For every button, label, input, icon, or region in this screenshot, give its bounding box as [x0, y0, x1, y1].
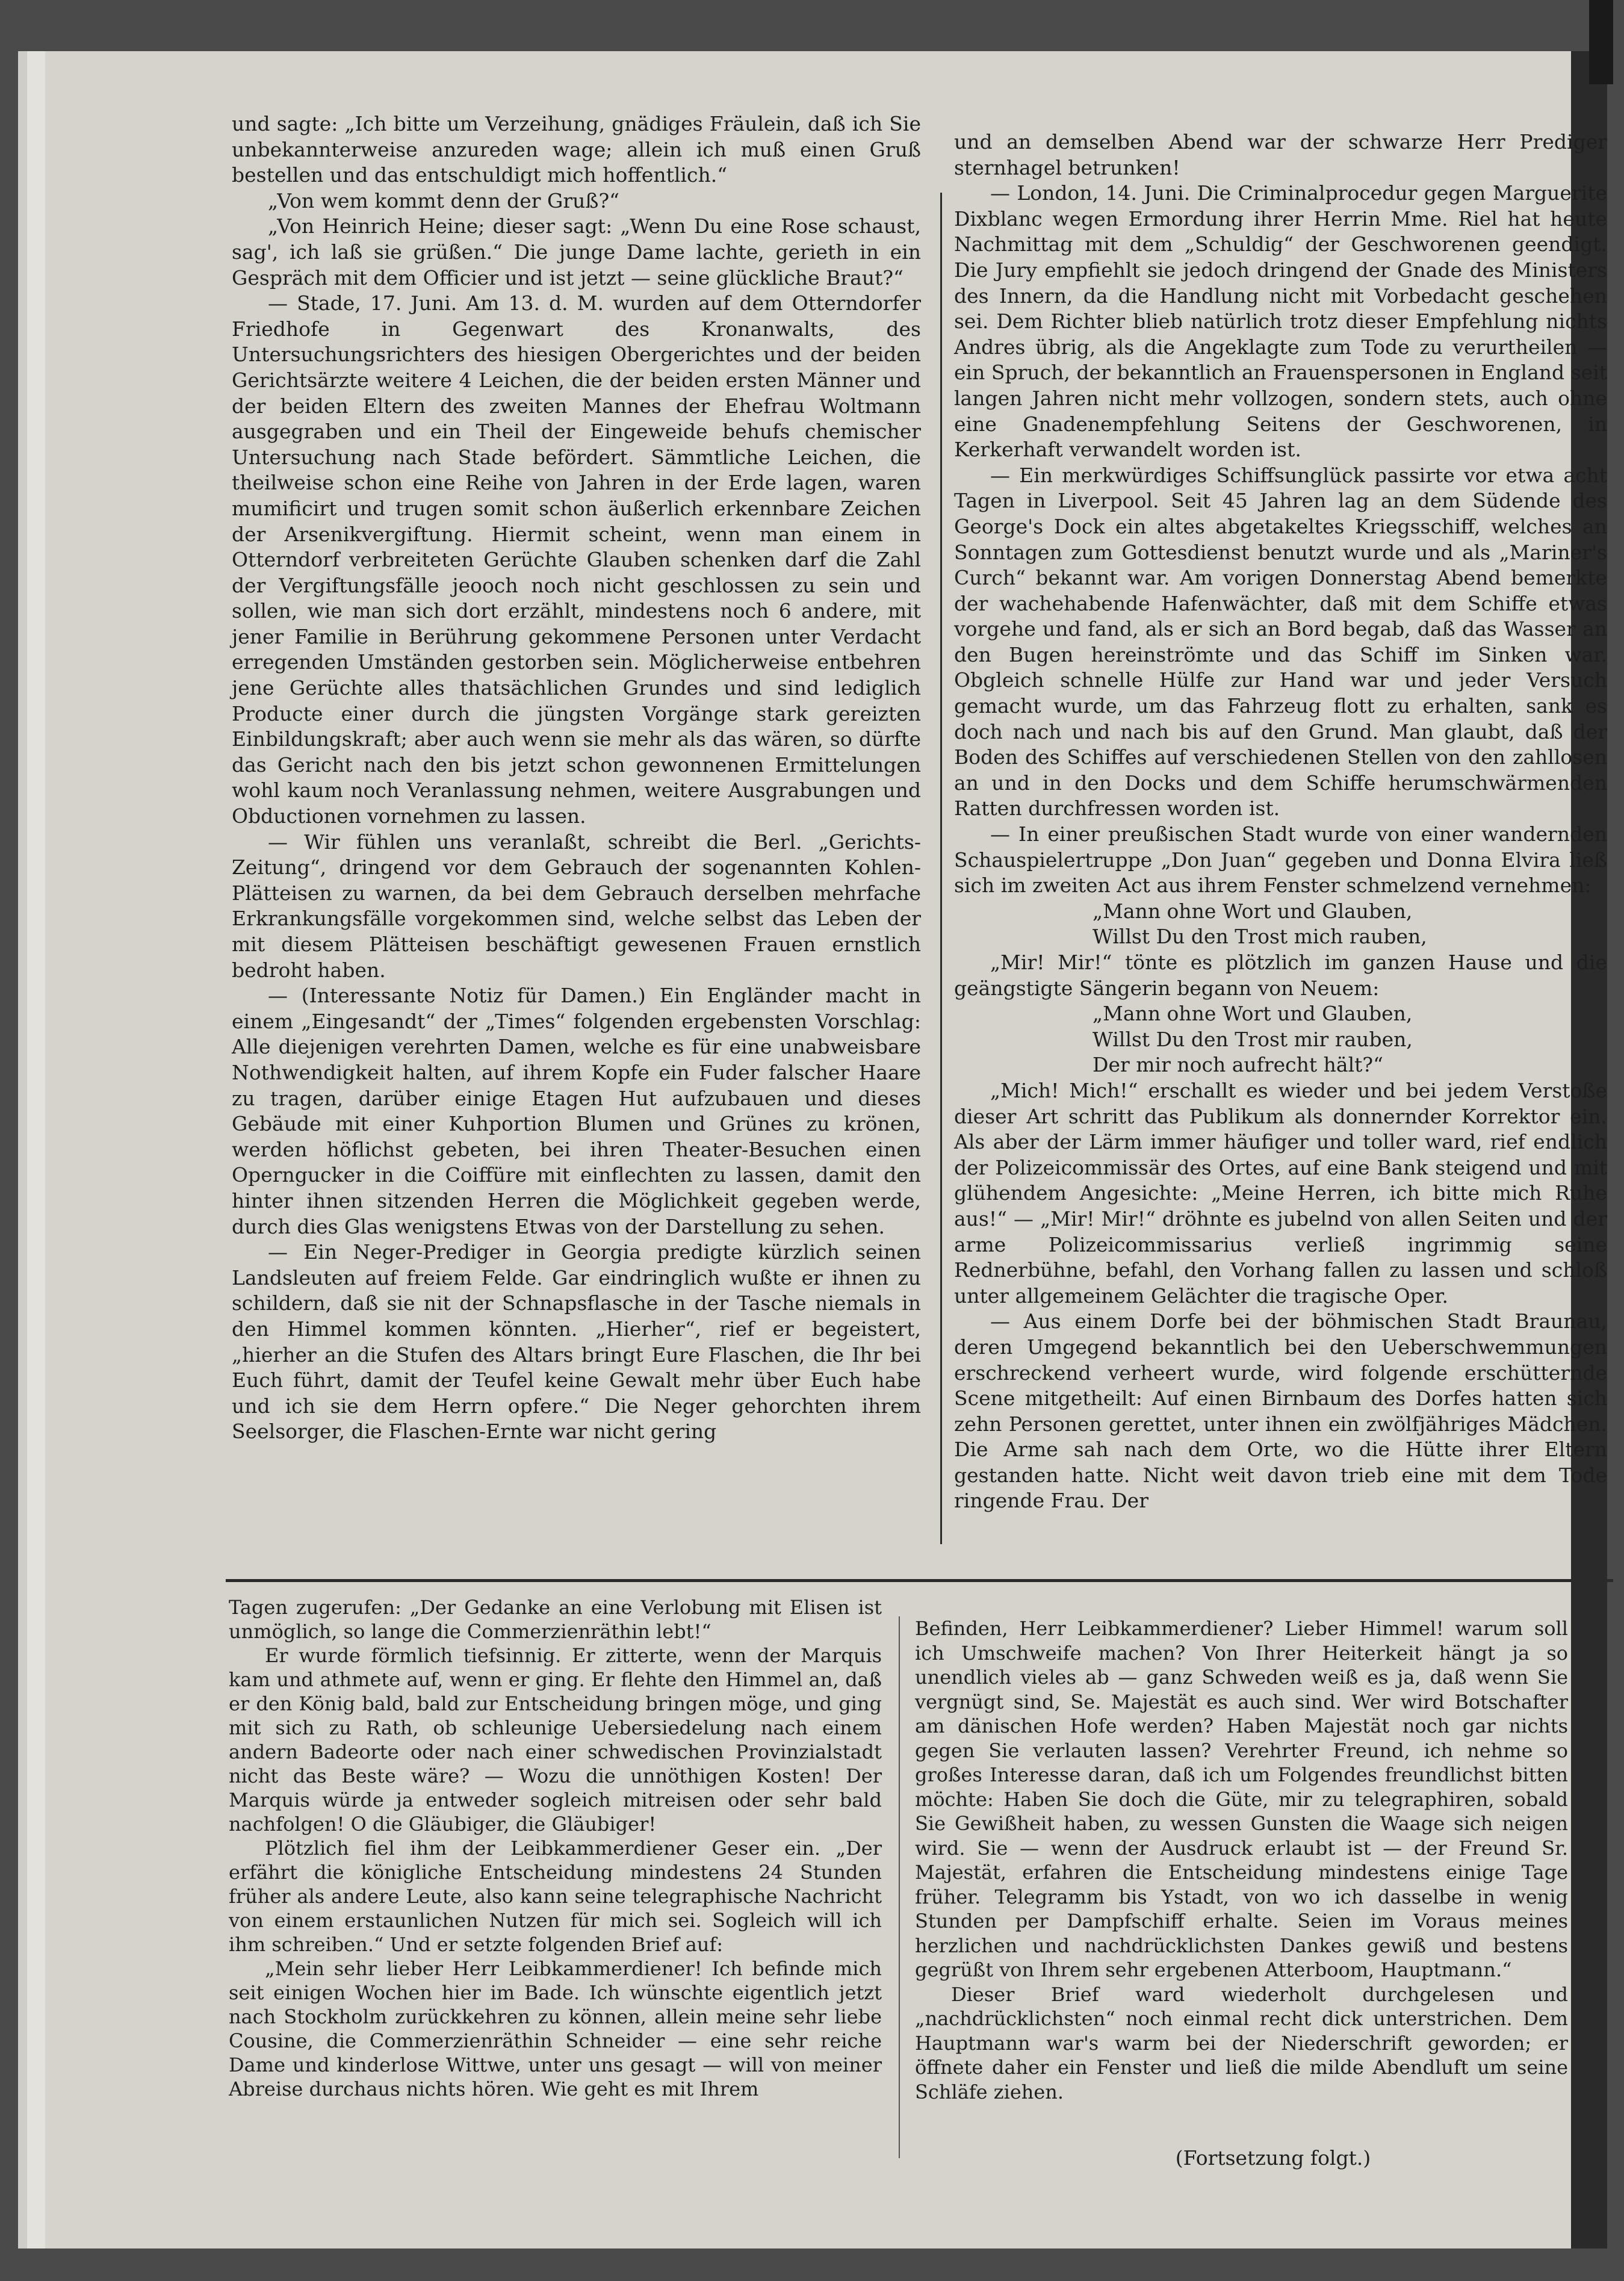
newspaper-page [45, 51, 1607, 2248]
article-paragraph: „Mich! Mich!“ erschallt es wieder und bei jedem Verstoße dieser Art schritt das Publikum als donnernder Korrektor ein. Als aber der Lärm immer häufiger und toller ward, rief endlich der Polizeicommissär des Ortes, auf eine Bank steigend und mit glühendem Angesichte: „Meine Herren, ich bitte mich Ruhe aus!“ — „Mir! Mir!“ dröhnte es jubelnd von allen Seiten und der arme Polizeicommissarius verließ ingrimmig seine Rednerbühne, befahl, den Vorhang fallen zu lassen und schloß unter allgemeinem Gelächter die tragische Oper. [954, 1078, 1607, 1308]
bottom-right-column [915, 1616, 1568, 2104]
article-paragraph: „Mein sehr lieber Herr Leibkammerdiener! Ich befinde mich seit einigen Wochen hier im Bade. Ich wünschte eigentlich jetzt nach Stockholm zurückkehren zu können, allein meine sehr liebe Cousine, die Commerzienräthin Schneider — eine sehr reiche Dame und kinderlose Wittwe, unter uns gesagt — will von meiner Abreise durchaus nichts hören. Wie geht es mit Ihrem [229, 1957, 882, 2100]
article-paragraph: — Aus einem Dorfe bei der böhmischen Stadt Braunau, deren Umgegend bekanntlich bei den Ueberschwemmungen erschreckend verheert wurde, wird folgende erschütternde Scene mitgetheilt: Auf einen Birnbaum des Dorfes hatten sich zehn Personen gerettet, unter ihnen ein zwölfjähriges Mädchen. Die Arme sah nach dem Orte, wo die Hütte ihrer Eltern gestanden hatte. Nicht weit davon trieb eine mit dem Tode ringende Frau. Der [954, 1309, 1607, 1513]
article-paragraph: und an demselben Abend war der schwarze Herr Prediger sternhagel betrunken! [954, 130, 1607, 179]
bottom-left-column [229, 1595, 882, 2101]
page-stack-edge [24, 51, 45, 2248]
article-paragraph: „Von Heinrich Heine; dieser sagt: „Wenn Du eine Rose schaust, sag', ich laß sie grüßen.“ Die junge Dame lachte, gerieth in ein Gespräch mit dem Officier und ist jetzt — seine glückliche Braut?“ [232, 214, 921, 290]
bookmark-ribbon [1589, 0, 1613, 84]
article-paragraph: Er wurde förmlich tiefsinnig. Er zitterte, wenn der Marquis kam und athmete auf, wenn er ging. Er flehte den Himmel an, daß er den König bald, bald zur Entscheidung bringen möge, und ging mit sich zu Rath, ob schleunige Uebersiedelung nach einem andern Badeorte oder nach einer schwedischen Provinzialstadt nicht das Beste wäre? — Wozu die unnöthigen Kosten! Der Marquis würde ja entweder sogleich mitreisen oder sehr bald nachfolgen! O die Gläubiger, die Gläubiger! [229, 1644, 882, 1836]
column-divider-bottom [899, 1616, 900, 2158]
feuilleton-divider [226, 1579, 1613, 1582]
article-paragraph: — Ein Neger-Prediger in Georgia predigte kürzlich seinen Landsleuten auf freiem Felde. Gar eindringlich wußte er ihnen zu schildern, daß sie nit der Schnapsflasche in der Tasche niemals in den Himmel kommen könnten. „Hierher“, rief er begeistert, „hierher an die Stufen des Altars bringt Eure Flaschen, die Ihr bei Euch führt, damit der Teufel keine Gewalt mehr über Euch habe und ich sie dem Herrn opfere.“ Die Neger gehorchten ihrem Seelsorger, die Flaschen-Ernte war nicht gering [232, 1240, 921, 1444]
article-paragraph: Plötzlich fiel ihm der Leibkammerdiener Geser ein. „Der erfährt die königliche Entscheidung mindestens 24 Stunden früher als andere Leute, also kann seine telegraphische Nachricht von einem erstaunlichen Nutzen für mich sei. Sogleich will ich ihm schreiben.“ Und er setzte folgenden Brief auf: [229, 1837, 882, 1956]
article-paragraph: „Von wem kommt denn der Gruß?“ [268, 188, 620, 213]
verse-line: Willst Du den Trost mich rauben, [1092, 925, 1427, 949]
article-paragraph: „Mir! Mir!“ tönte es plötzlich im ganzen Hause und die geängstigte Sängerin begann von Neuem: [954, 951, 1607, 1000]
article-paragraph: Dieser Brief ward wiederholt durchgelesen und „nachdrücklichsten“ noch einmal recht dick unterstrichen. Dem Hauptmann war's warm bei der Niederschrift geworden; er öffnete daher ein Fenster und ließ die milde Abendluft um seine Schläfe ziehen. [915, 1982, 1568, 2103]
continued-note: (Fortsetzung folgt.) [1175, 2146, 1371, 2170]
column-divider [940, 193, 942, 1544]
top-right-column [954, 129, 1607, 1514]
article-paragraph: Tagen zugerufen: „Der Gedanke an eine Verlobung mit Elisen ist unmöglich, so lange die Commerzienräthin lebt!“ [229, 1596, 882, 1643]
article-paragraph: — In einer preußischen Stadt wurde von einer wandernden Schauspielertruppe „Don Juan“ gegeben und Donna Elvira ließ sich im zweiten Act aus ihrem Fenster schmelzend vernehmen: [954, 822, 1607, 898]
article-paragraph: und sagte: „Ich bitte um Verzeihung, gnädiges Fräulein, daß ich Sie unbekannterweise anzureden wage; allein ich muß einen Gruß bestellen und das entschuldigt mich hoffentlich.“ [232, 112, 921, 187]
verse-line: „Mann ohne Wort und Glauben, [1092, 899, 1413, 923]
article-paragraph: — London, 14. Juni. Die Criminalprocedur gegen Marguerite Dixblanc wegen Ermordung ihrer Herrin Mme. Riel hat heute Nachmittag mit dem „Schuldig“ der Geschworenen geendigt. Die Jury empfiehlt sie jedoch dringend der Gnade des Ministers des Innern, da die Handlung nicht mit Vorbedacht geschehen sei. Dem Richter blieb natürlich trotz dieser Empfehlung nichts Andres übrig, als die Angeklagte zum Tode zu verurtheilen — ein Spruch, der bekanntlich an Frauenspersonen in England seit langen Jahren nicht mehr vollzogen, sondern stets, auch ohne eine Gnadenempfehlung Seitens der Geschworenen, in Kerkerhaft verwandelt worden ist. [954, 181, 1607, 462]
article-paragraph: — (Interessante Notiz für Damen.) Ein Engländer macht in einem „Eingesandt“ der „Times“ folgenden ergebensten Vorschlag: Alle diejenigen verehrten Damen, welche es für eine unabweisbare Nothwendigkeit halten, auf ihrem Kopfe ein Fuder falscher Haare zu tragen, darüber einige Etagen Hut aufzubauen und dieses Gebäude mit einer Kuhportion Blumen und Grünes zu krönen, werden höflichst gebeten, bei ihren Theater-Besuchen einen Operngucker in die Coiffüre mit einflechten zu lassen, damit den hinter ihnen sitzenden Herren die Möglichkeit gegeben werde, durch dies Glas wenigstens Etwas von der Darstellung zu sehen. [232, 984, 921, 1238]
verse-line: „Mann ohne Wort und Glauben, [1092, 1002, 1413, 1026]
article-paragraph: — Wir fühlen uns veranlaßt, schreibt die Berl. „Gerichts-Zeitung“, dringend vor dem Gebrauch der sogenannten Kohlen-Plätteisen zu warnen, da bei dem Gebrauch derselben mehrfache Erkrankungsfälle vorgekommen sind, welche selbst das Leben der mit diesem Plätteisen beschäftigt gewesenen Frauen ernstlich bedroht haben. [232, 830, 921, 982]
article-paragraph: — Stade, 17. Juni. Am 13. d. M. wurden auf dem Otterndorfer Friedhofe in Gegenwart des Kronanwalts, des Untersuchungsrichters des hiesigen Obergerichtes und der beiden Gerichtsärzte weitere 4 Leichen, die der beiden ersten Männer und der beiden Eltern des zweiten Mannes der Ehefrau Woltmann ausgegraben und ein Theil der Eingeweide behufs chemischer Untersuchung nach Stade befördert. Sämmtliche Leichen, die theilweise schon eine Reihe von Jahren in der Erde lagen, waren mumificirt und trugen somit schon äußerlich erkennbare Zeichen der Arsenikvergiftung. Hiermit scheint, wenn man einem in Otterndorf verbreiteten Gerüchte Glauben schenken darf die Zahl der Vergiftungsfälle jeooch noch nicht geschlossen zu sein und sollen, wie man sich dort erzählt, mindestens noch 6 andere, mit jener Familie in Berührung gekommene Personen unter Verdacht erregenden Umständen gestorben sein. Möglicherweise entbehren jene Gerüchte alles thatsächlichen Grundes und sind lediglich Producte einer durch die jüngsten Vorgänge stark gereizten Einbildungskraft; aber auch wenn sie mehr als das wären, so dürfte das Gericht nach den bis jetzt schon gewonnenen Ermittelungen wohl kaum noch Veranlassung nehmen, weitere Ausgrabungen und Obductionen vornehmen zu lassen. [232, 291, 921, 828]
article-paragraph: — Ein merkwürdiges Schiffsunglück passirte vor etwa acht Tagen in Liverpool. Seit 45 Jahren lag an dem Südende des George's Dock ein altes abgetakeltes Kriegsschiff, welches an Sonntagen zum Gottesdienst benutzt wurde und als „Mariner's Curch“ bekannt war. Am vorigen Donnerstag Abend bemerkte der wachehabende Hafenwächter, daß mit dem Schiffe etwas vorgehe und fand, als er sich an Bord begab, daß das Wasser an den Bugen hereinströmte und das Schiff im Sinken war. Obgleich schnelle Hülfe zur Hand war und jeder Versuch gemacht wurde, um das Fahrzeug flott zu erhalten, sank es doch nach und nach bis auf den Grund. Man glaubt, daß der Boden des Schiffes auf verschiedenen Stellen von den zahllosen an und in den Docks und dem Schiffe herumschwärmenden Ratten durchfressen worden ist. [954, 463, 1607, 821]
verse-line: Der mir noch aufrecht hält?“ [1092, 1053, 1383, 1077]
article-paragraph: Befinden, Herr Leibkammerdiener? Lieber Himmel! warum soll ich Umschweife machen? Von Ihrer Heiterkeit hängt ja so unendlich vieles ab — ganz Schweden weiß es ja, daß wenn Sie vergnügt sind, Se. Majestät es auch sind. Wer wird Botschafter am dänischen Hofe werden? Haben Majestät noch gar nichts gegen Sie verlauten lassen? Verehrter Freund, ich nehme so großes Interesse daran, daß ich um Folgendes freundlichst bitten möchte: Haben Sie doch die Güte, mir zu telegraphiren, sobald Sie Gewißheit haben, zu wessen Gunsten die Waage sich neigen wird. Sie — wenn der Ausdruck erlaubt ist — der Freund Sr. Majestät, erfahren die Entscheidung mindestens einige Tage früher. Telegramm bis Ystadt, von wo ich dasselbe in wenig Stunden per Dampfschiff erhalte. Seien im Voraus meines herzlichen und nachdrücklichsten Dankes gewiß und bestens gegrüßt von Ihrem sehr ergebenen Atterboom, Hauptmann.“ [915, 1617, 1568, 1981]
verse-line: Willst Du den Trost mir rauben, [1092, 1027, 1413, 1051]
top-left-column [232, 111, 921, 1445]
